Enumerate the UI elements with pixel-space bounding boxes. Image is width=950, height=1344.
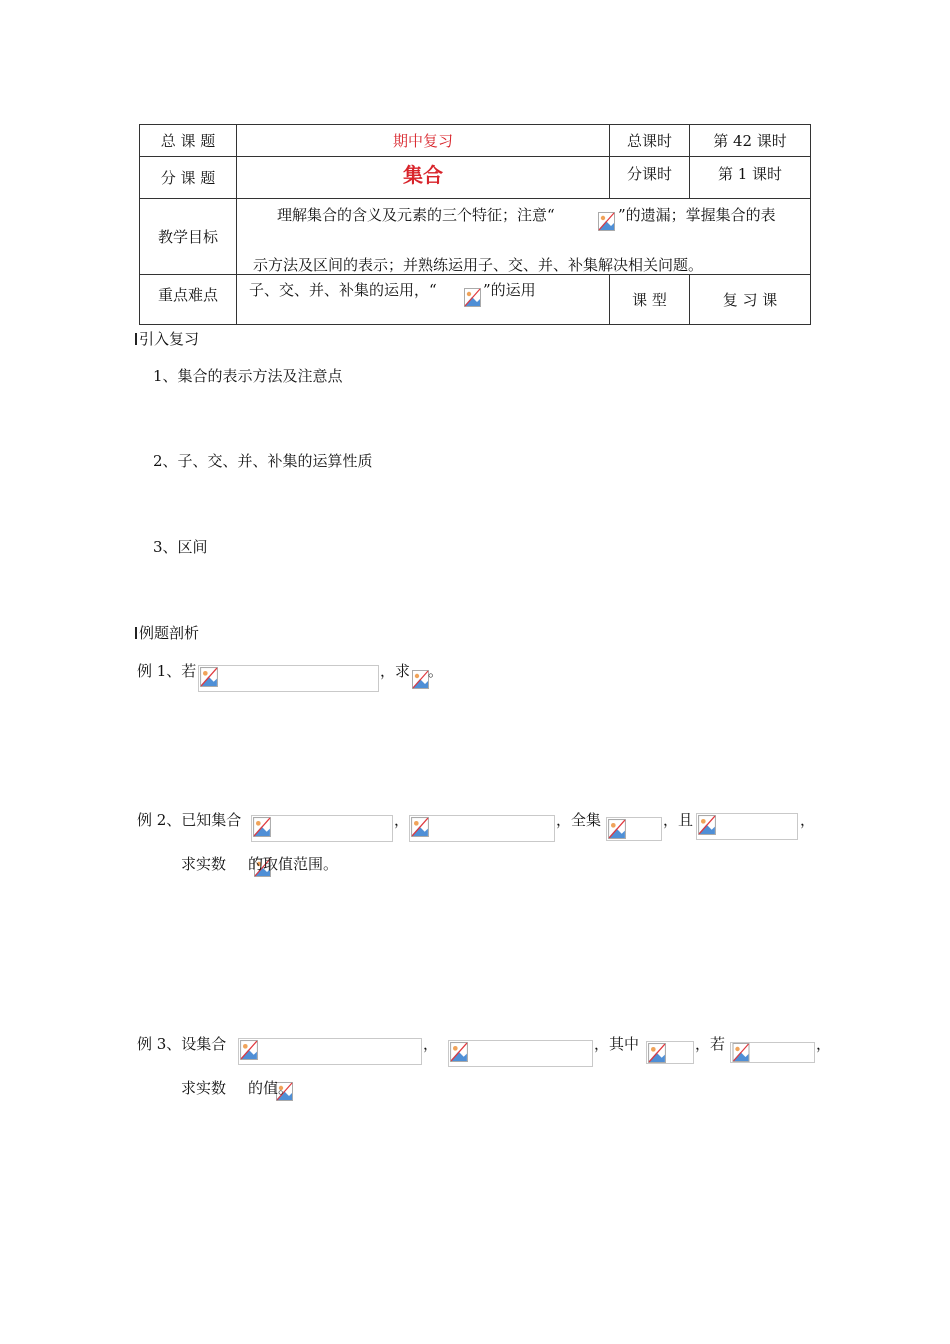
example-3-formula-1 (238, 1038, 422, 1065)
example-1-formula-1 (198, 665, 379, 692)
example-2-text-a: 例 2、已知集合 (137, 811, 242, 829)
formula-image-icon (449, 1042, 466, 1061)
example-2-text-e: ， (800, 811, 816, 829)
example-2-text-f: 求实数 (181, 855, 227, 873)
example-1-text-a: 例 1、若 (137, 662, 197, 680)
example-3-text-f: 求实数 (181, 1079, 227, 1097)
keypoints-text-b: ”的运用 (483, 281, 536, 299)
example-2-formula-1 (251, 815, 393, 842)
example-1-text-b: ，求 (380, 662, 411, 680)
example-3-text-b: ， (423, 1035, 439, 1053)
keypoints-cell (237, 275, 610, 325)
total-hours-value: 第 42 课时 (690, 125, 811, 157)
formula-image-icon (607, 819, 624, 838)
example-3-formula-3 (646, 1041, 694, 1064)
formula-image-icon (252, 817, 269, 836)
example-2-text-d: ，且 (663, 811, 694, 829)
example-2-formula-3 (606, 817, 662, 841)
example-1-text-c: 。 (428, 662, 444, 680)
formula-image-icon (410, 817, 427, 836)
formula-image-icon (239, 1040, 256, 1059)
formula-image-icon (647, 1043, 664, 1062)
example-2-formula-2 (409, 815, 555, 842)
sub-topic-label: 分 课 题 (140, 157, 237, 199)
keypoints-label: 重点难点 (140, 275, 237, 325)
example-2-text-g: 的取值范围。 (248, 855, 339, 873)
example-2-formula-4 (696, 813, 798, 840)
keypoints-text-a: 子、交、并、补集的运用，“ (249, 281, 437, 299)
total-topic-value: 期中复习 (237, 125, 610, 157)
lesson-type-value: 复 习 课 (690, 275, 811, 325)
formula-image-icon (199, 667, 216, 686)
example-3-text-c: ，其中 (594, 1035, 640, 1053)
example-3-formula-2 (448, 1040, 593, 1067)
example-3-text-e: ， (816, 1035, 832, 1053)
review-heading (135, 328, 199, 349)
formula-image-icon (464, 288, 481, 307)
formula-image-icon (731, 1043, 748, 1062)
review-item-3: 3、区间 (153, 538, 208, 556)
objectives-text-c: 示方法及区间的表示；并熟练运用子、交、并、补集解决相关问题。 (253, 256, 704, 274)
lesson-header-table (139, 124, 811, 325)
example-2-text-c: ，全集 (556, 811, 602, 829)
formula-image-icon (412, 670, 429, 689)
example-3-text-a: 例 3、设集合 (137, 1035, 227, 1053)
objectives-text-b: ”的遗漏；掌握集合的表 (618, 206, 776, 224)
section-marker (135, 627, 137, 639)
formula-image-icon (697, 815, 714, 834)
review-heading-text: 引入复习 (139, 330, 200, 348)
section-marker (135, 333, 137, 345)
sub-hours-value: 第 1 课时 (690, 157, 811, 199)
examples-heading (135, 622, 199, 643)
example-3-text-g: 的值。 (248, 1079, 294, 1097)
lesson-type-label: 课 型 (610, 275, 690, 325)
sub-topic-value: 集合 (403, 163, 443, 187)
example-3-formula-4 (730, 1042, 815, 1063)
objectives-text-a: 理解集合的含义及元素的三个特征；注意“ (277, 206, 555, 224)
sub-hours-label: 分课时 (610, 157, 690, 199)
total-hours-label: 总课时 (610, 125, 690, 157)
objectives-label: 教学目标 (140, 199, 237, 275)
example-3-text-d: ，若 (695, 1035, 726, 1053)
objectives-cell (237, 199, 811, 275)
formula-image-icon (598, 212, 615, 231)
review-item-2: 2、子、交、并、补集的运算性质 (153, 452, 373, 470)
example-2-text-b: ， (394, 811, 410, 829)
examples-heading-text: 例题剖析 (139, 624, 200, 642)
total-topic-label: 总 课 题 (140, 125, 237, 157)
review-item-1: 1、集合的表示方法及注意点 (153, 367, 343, 385)
